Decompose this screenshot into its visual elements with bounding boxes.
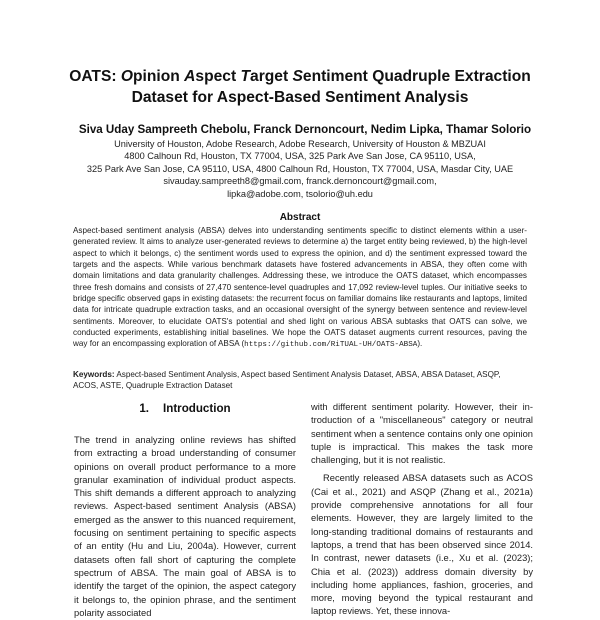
address-line: 325 Park Ave San Jose, CA 95110, USA, 4800 Calhoun Rd, Houston, TX 77004, USA, Masdar City, UAE [86, 163, 514, 174]
title-line-1 [40, 66, 560, 87]
keywords-text: Aspect-based Sentiment Analysis, Aspect based Sentiment Analysis Dataset, ABSA, ABSA Dataset, ASQP, ACOS, ASTE, Quadruple Extraction Dataset [73, 370, 501, 391]
affiliations [20, 138, 580, 200]
title-fragment: O [120, 68, 134, 85]
section-title: Introduction [163, 402, 231, 415]
left-column [74, 434, 296, 620]
title-fragment: entiment Quadruple Extraction [302, 68, 531, 85]
address-line: 4800 Calhoun Rd, Houston, TX 77004, USA, 325 Park Ave San Jose, CA 95110, USA, [124, 151, 476, 162]
paper-title [40, 66, 560, 108]
keywords [73, 369, 527, 392]
abstract-heading: Abstract [279, 212, 321, 223]
title-fragment: arget [250, 68, 293, 85]
title-fragment: pinion [133, 68, 185, 85]
abstract-body [73, 225, 527, 352]
title-line-2: Dataset for Aspect-Based Sentiment Analysis [131, 89, 469, 106]
email-line: lipka@adobe.com, tsolorio@uh.edu [227, 188, 373, 199]
repo-link[interactable]: https://github.com/RiTUAL-UH/OATS-ABSA [244, 341, 418, 350]
keywords-label: Keywords: [73, 370, 115, 379]
email-line: sivauday.sampreeth8@gmail.com, franck.dernoncourt@gmail.com, [163, 176, 437, 187]
affiliation-line: University of Houston, Adobe Research, Adobe Research, University of Houston & MBZUAI [114, 139, 486, 149]
intro-paragraph: The trend in analyzing online reviews has shifted from extracting a broad understanding of consumer opinions on overall product performance to a more granular examination of individual product aspects. This shift demands a different approach to analyzing reviews. Aspect-based sentiment Analysis (ABSA) emerged as the answer to this nuanced requirement, focusing on sentiment pertaining to specific aspects of an entity (Hu and Liu, 2004a). However, current datasets often fall short of capturing the complete spectrum of ABSA. The main goal of ABSA is to identify the target of the opinion, the aspect category it belongs to, the opinion phrase, and the sentiment polarity associated [74, 435, 296, 618]
title-fragment: spect [195, 68, 241, 85]
title-fragment: T [240, 68, 251, 85]
title-fragment: A [184, 68, 196, 85]
intro-paragraph-2: Recently released ABSA datasets such as ACOS (Cai et al., 2021) and ASQP (Zhang et al., 2021a) provide comprehensive annotations for all four elements. However, they are largely limited to the long-standing traditional domains of restaurants and laptops, a trend that has been observed since 2014. In contrast, newer datasets (i.e., Xu et al. (2023); Chia et al. (2023)) address domain diversity by including home appliances, fashion, groceries, and more, moving beyond the typical restaurant and laptop reviews. Yet, these innova- [311, 473, 533, 617]
section-number: 1. [139, 402, 150, 415]
abstract-text: Aspect-based sentiment analysis (ABSA) delves into understanding sentiments specific to distinct elements within a user-generated review. It aims to analyze user-generated reviews to determine a) the target entity being reviewed, b) the high-level aspect to which it belongs, c) the sentiment words used to express the opinion, and d) the sentiment expressed toward the targets and the aspects. While various benchmark datasets have fostered advancements in ABSA, they often come with domain limitations and data granularity challenges. Addressing these, we introduce the OATS dataset, which encompasses three fresh domains and consists of 27,470 sentence-level quadruples and 17,092 review-level tuples. Our initiative seeks to bridge specific observed gaps in existing datasets: the recurrent focus on familiar domains like restaurants and laptops, limited data for intricate quadruple extraction tasks, and an occasional oversight of the synergy between sentence and review-level sentiments. Moreover, to elucidate OATS's potential and shed light on various ABSA subtasks that OATS can solve, we conducted experiments, establishing initial baselines. We hope the OATS dataset augments current resources, paving the way for an encompassing exploration of ABSA ( [73, 226, 527, 349]
abstract-end: ). [417, 339, 423, 349]
title-fragment: OATS: [69, 68, 121, 85]
right-column [311, 401, 533, 619]
author-list: Siva Uday Sampreeth Chebolu, Franck Dernoncourt, Nedim Lipka, Thamar Solorio [78, 123, 532, 136]
section-heading-introduction [74, 402, 296, 415]
intro-paragraph-continued: with different sentiment polarity. However, their introduction of a "miscellaneous" category or neutral sentiment when a sentence contains only one opinion tuple is impractical. This makes the task more challenging, but it is not realistic. [311, 402, 533, 466]
title-fragment: S [292, 68, 303, 85]
